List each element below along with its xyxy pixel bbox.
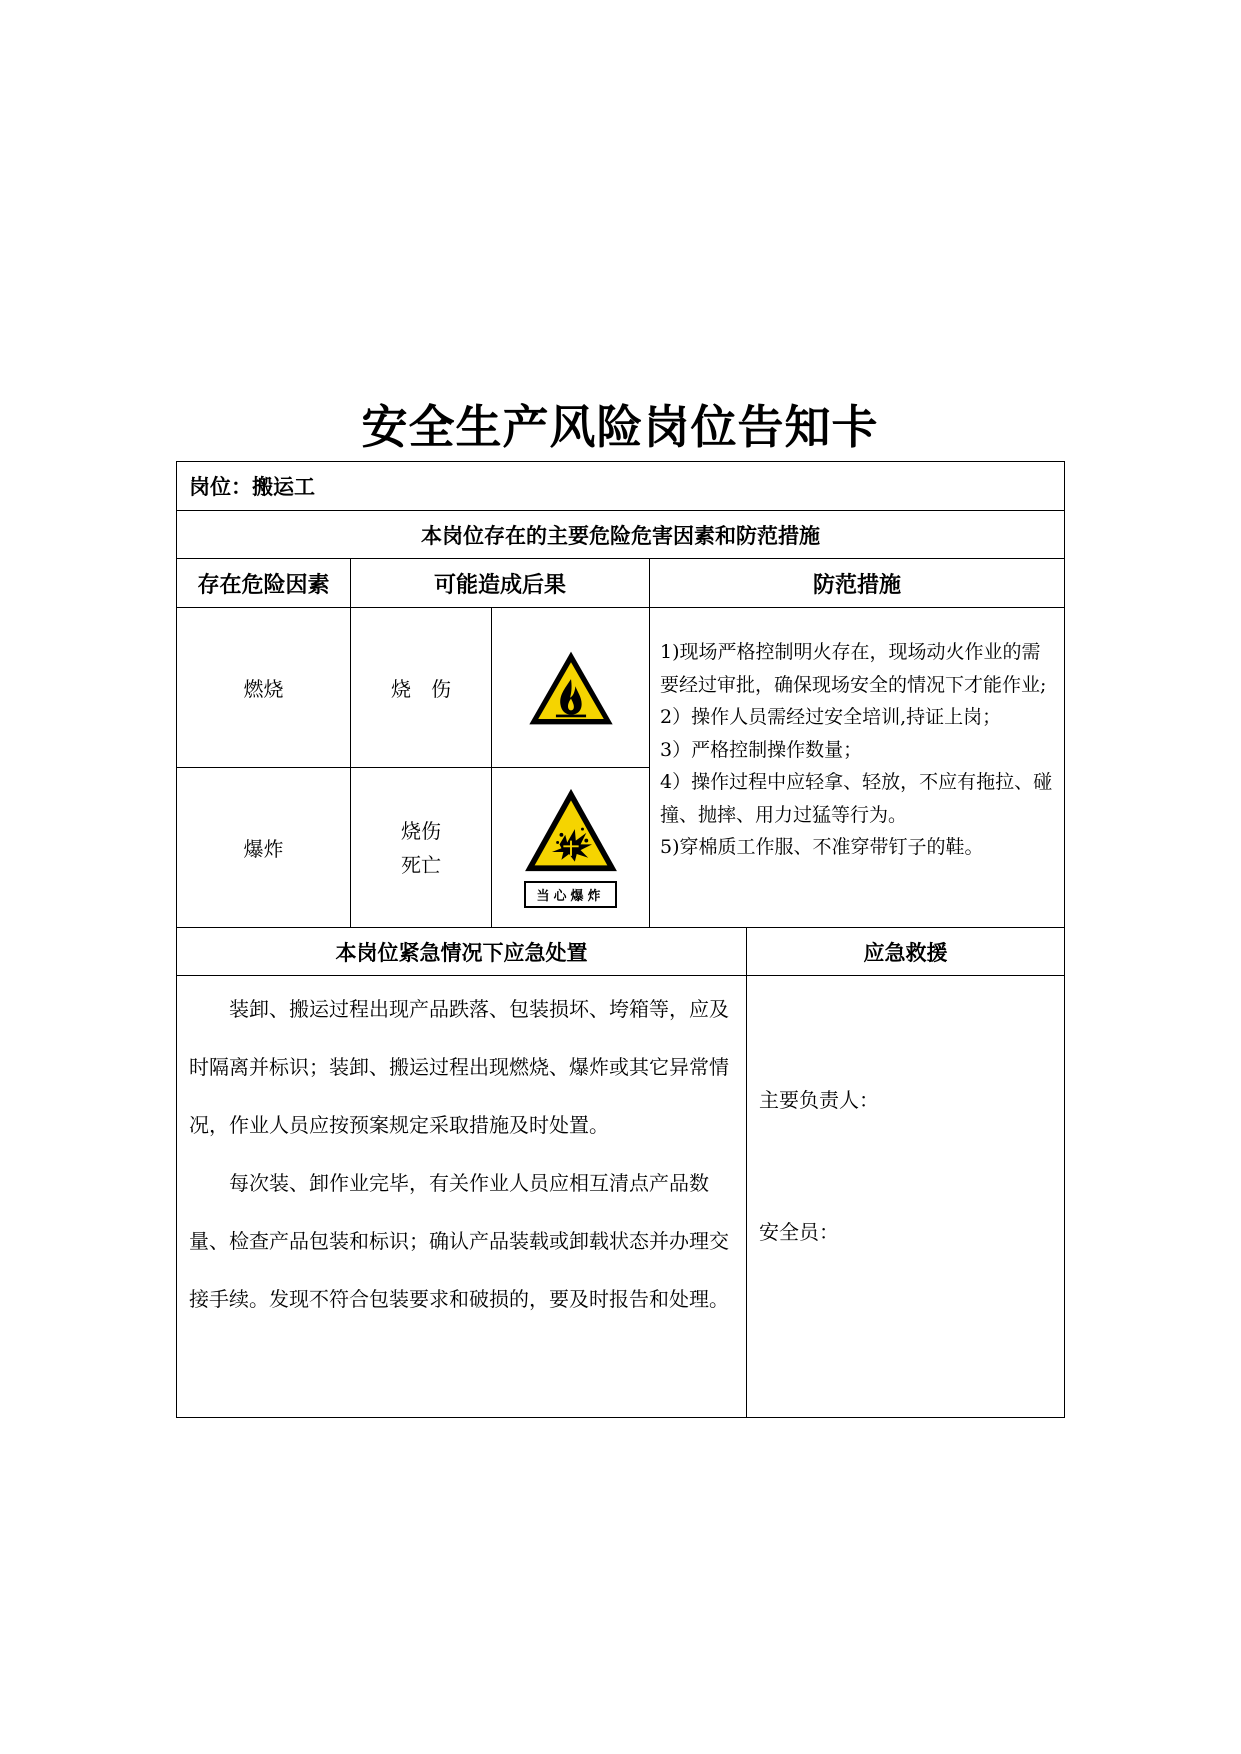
explosion-warning-icon	[523, 787, 619, 875]
consequence-line: 烧伤	[401, 818, 441, 843]
consequence-line: 死亡	[401, 852, 441, 877]
post-row	[177, 462, 1065, 511]
sign-cell-explosion	[492, 768, 650, 928]
emergency-paragraph: 装卸、搬运过程出现产品跌落、包装损坏、垮箱等，应及时隔离并标识；装卸、搬运过程出现燃烧、爆炸或其它异常情况，作业人员应按预案规定采取措施及时处置。	[189, 997, 729, 1137]
emergency-procedure	[177, 976, 747, 1418]
post-label: 岗位：	[189, 475, 252, 499]
explosion-sign-label: 当心爆炸	[524, 881, 616, 908]
consequence-column-header: 可能造成后果	[351, 559, 650, 608]
page-title: 安全生产风险岗位告知卡	[361, 400, 879, 454]
safety-officer-label: 安全员：	[759, 1220, 839, 1244]
hazard-consequence-explosion	[351, 768, 492, 928]
measure-item: 4）操作过程中应轻拿、轻放，不应有拖拉、碰撞、抛摔、用力过猛等行为。	[660, 771, 1053, 826]
emergency-paragraph: 每次装、卸作业完毕，有关作业人员应相互清点产品数量、检查产品包装和标识；确认产品装载或卸载状态并办理交接手续。发现不符合包装要求和破损的，要及时报告和处理。	[189, 1171, 729, 1311]
prevention-measures	[650, 608, 1065, 928]
hazard-factor-explosion: 爆炸	[177, 768, 351, 928]
hazard-consequence-fire: 烧 伤	[351, 608, 492, 768]
measure-item: 3）严格控制操作数量；	[660, 738, 863, 761]
flammable-warning-icon	[526, 649, 616, 727]
sign-cell-fire	[492, 608, 650, 768]
post-value: 搬运工	[252, 475, 315, 499]
measure-item: 1)现场严格控制明火存在，现场动火作业的需要经过审批，确保现场安全的情况下才能作业;	[660, 641, 1047, 696]
factor-column-header: 存在危险因素	[177, 559, 351, 608]
hazard-section-title: 本岗位存在的主要危险危害因素和防范措施	[177, 511, 1065, 559]
hazard-factor-fire: 燃烧	[177, 608, 351, 768]
measure-item: 2）操作人员需经过安全培训,持证上岗；	[660, 706, 1002, 728]
measure-item: 5)穿棉质工作服、不准穿带钉子的鞋。	[660, 836, 984, 858]
emergency-section-title: 本岗位紧急情况下应急处置	[177, 928, 747, 976]
rescue-section-title: 应急救援	[747, 928, 1065, 976]
risk-notice-card	[176, 461, 1065, 1418]
emergency-rescue-contacts	[747, 976, 1065, 1418]
measures-column-header: 防范措施	[650, 559, 1065, 608]
responsible-person-label: 主要负责人：	[759, 1088, 879, 1112]
